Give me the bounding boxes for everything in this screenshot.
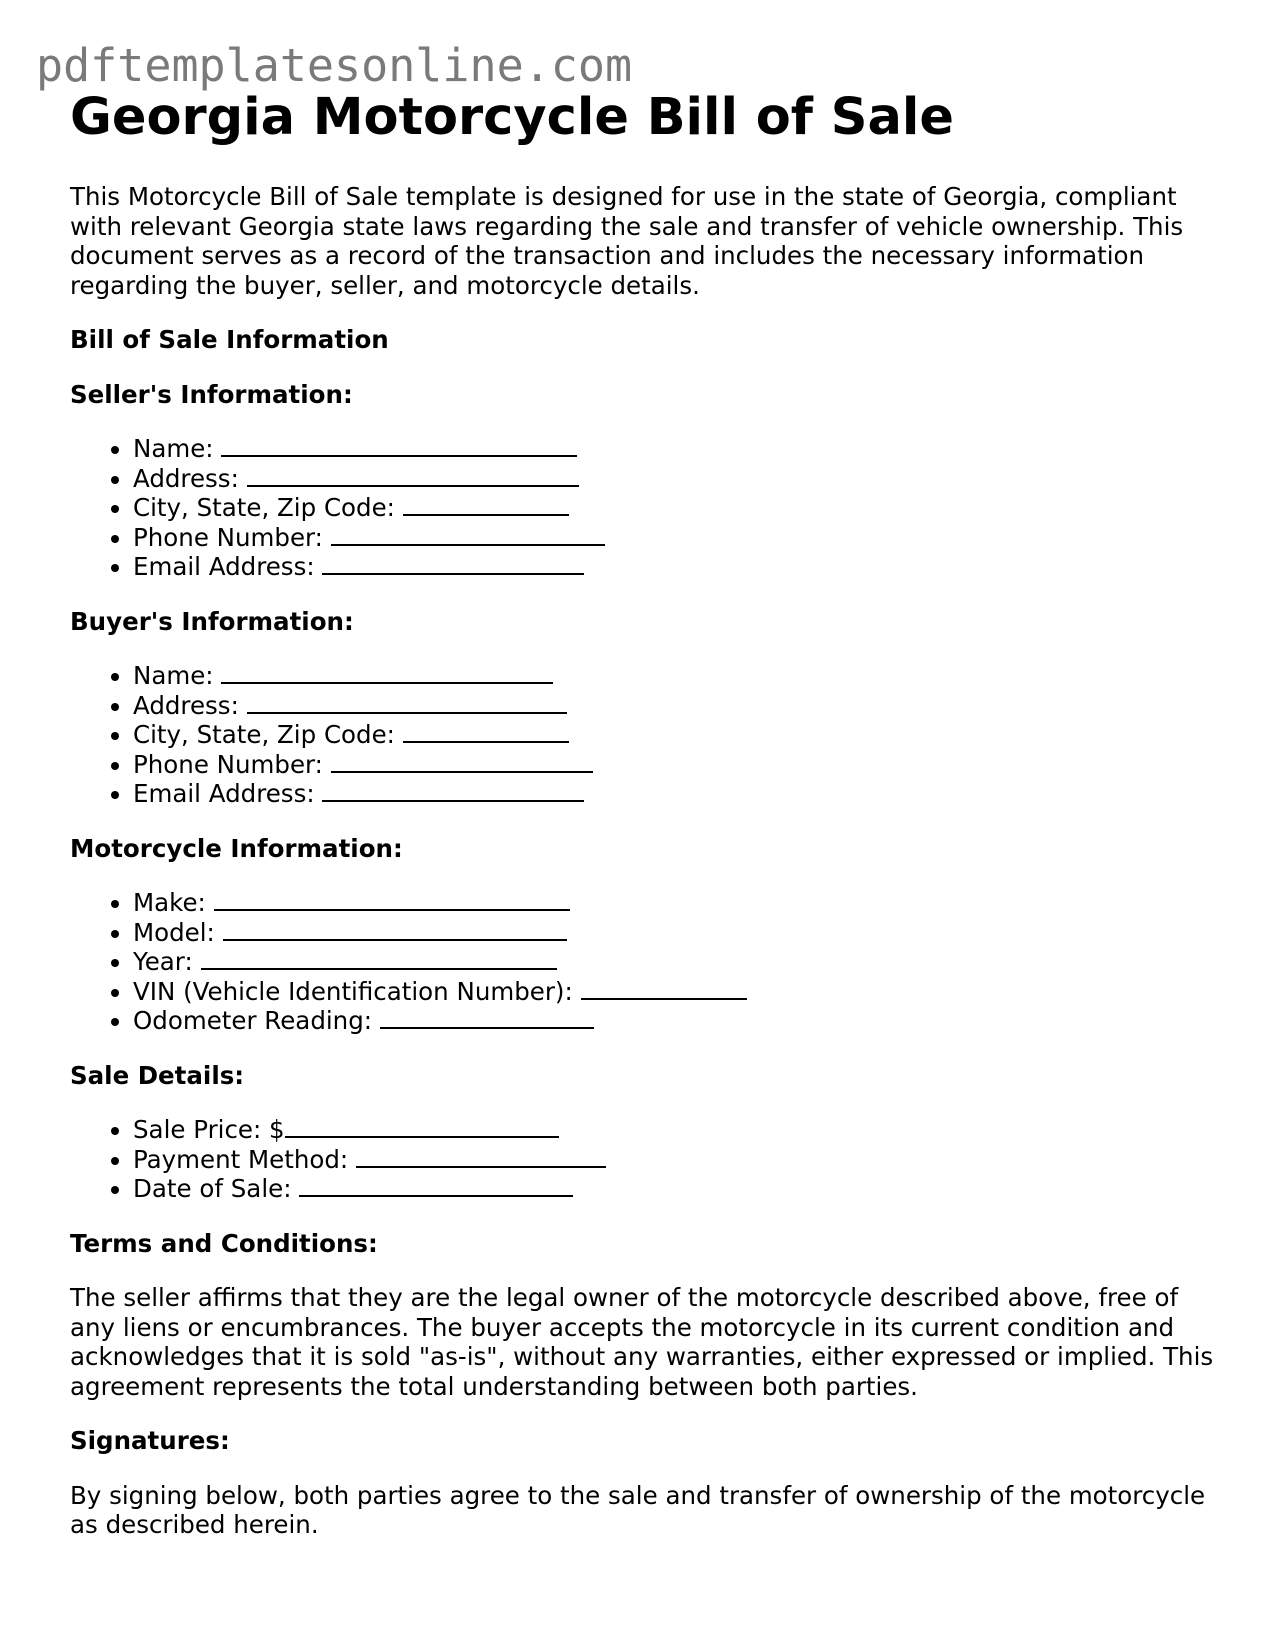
field-label: Address: xyxy=(133,690,239,720)
motorcycle-model-blank[interactable] xyxy=(223,918,567,941)
seller-phone-field xyxy=(133,523,1220,553)
signatures-paragraph: By signing below, both parties agree to the sale and transfer of ownership of the motorcycle as described herein. xyxy=(70,1480,1206,1539)
date-of-sale-blank[interactable] xyxy=(299,1174,573,1197)
field-label: Make: xyxy=(133,888,206,917)
terms-heading: Terms and Conditions: xyxy=(70,1228,378,1258)
watermark: pdftemplatesonline.com xyxy=(36,39,633,92)
field-label: VIN (Vehicle Identification Number): xyxy=(133,976,573,1006)
payment-method-field xyxy=(133,1145,1220,1175)
motorcycle-year-blank[interactable] xyxy=(201,947,557,970)
buyer-city-field xyxy=(133,720,1220,750)
buyer-name-field xyxy=(133,661,1220,691)
field-label: Phone Number: xyxy=(133,749,323,779)
seller-name-field xyxy=(133,434,1220,464)
field-label: Odometer Reading: xyxy=(133,1006,373,1035)
motorcycle-make-field xyxy=(133,888,1220,918)
signatures-heading: Signatures: xyxy=(70,1426,230,1455)
motorcycle-model-field xyxy=(133,918,1220,948)
field-label: Address: xyxy=(133,463,239,493)
sale-price-field xyxy=(133,1115,1220,1145)
buyer-address-blank[interactable] xyxy=(247,691,567,714)
field-label: Payment Method: xyxy=(133,1144,349,1174)
buyer-city-blank[interactable] xyxy=(403,720,569,743)
field-label: City, State, Zip Code: xyxy=(133,493,395,522)
seller-address-field xyxy=(133,464,1220,494)
date-of-sale-field xyxy=(133,1174,1220,1204)
seller-heading: Seller's Information: xyxy=(70,379,353,409)
field-label: Model: xyxy=(133,917,215,947)
field-label: Sale Price: $ xyxy=(133,1115,285,1144)
seller-address-blank[interactable] xyxy=(247,464,579,487)
field-label: Email Address: xyxy=(133,779,315,808)
buyer-address-field xyxy=(133,691,1220,721)
motorcycle-fields xyxy=(70,888,1220,1036)
intro-paragraph: This Motorcycle Bill of Sale template is designed for use in the state of Georgia, compliant with relevant Georgia state laws regarding the sale and transfer of vehicle ownership. This document serves as a record of the transaction and includes the necessary information regarding the buyer, seller, and motorcycle details. xyxy=(70,182,1184,300)
field-label: Name: xyxy=(133,434,214,463)
motorcycle-odometer-blank[interactable] xyxy=(380,1006,594,1029)
buyer-email-blank[interactable] xyxy=(322,779,584,802)
seller-phone-blank[interactable] xyxy=(331,523,605,546)
buyer-phone-blank[interactable] xyxy=(331,750,593,773)
sale-fields xyxy=(70,1115,1220,1204)
motorcycle-vin-blank[interactable] xyxy=(581,977,747,1000)
terms-paragraph: The seller affirms that they are the legal owner of the motorcycle described above, free of any liens or encumbrances. The buyer accepts the motorcycle in its current condition and acknowledges that it is sold "as-is", without any warranties, either expressed or implied. This agreement represents the total understanding between both parties. xyxy=(70,1283,1214,1401)
seller-name-blank[interactable] xyxy=(221,434,577,457)
motorcycle-heading: Motorcycle Information: xyxy=(70,833,403,863)
sale-heading: Sale Details: xyxy=(70,1060,245,1090)
field-label: Date of Sale: xyxy=(133,1174,292,1203)
motorcycle-odometer-field xyxy=(133,1006,1220,1036)
seller-city-blank[interactable] xyxy=(403,493,569,516)
buyer-phone-field xyxy=(133,750,1220,780)
buyer-name-blank[interactable] xyxy=(221,661,553,684)
bill-of-sale-info-heading: Bill of Sale Information xyxy=(70,325,389,354)
buyer-heading: Buyer's Information: xyxy=(70,606,354,636)
field-label: Email Address: xyxy=(133,552,315,581)
field-label: Year: xyxy=(133,947,193,976)
field-label: Phone Number: xyxy=(133,522,323,552)
sale-price-blank[interactable] xyxy=(285,1115,559,1138)
buyer-fields xyxy=(70,661,1220,809)
field-label: City, State, Zip Code: xyxy=(133,720,395,749)
motorcycle-make-blank[interactable] xyxy=(214,888,570,911)
payment-method-blank[interactable] xyxy=(356,1145,606,1168)
motorcycle-year-field xyxy=(133,947,1220,977)
seller-email-blank[interactable] xyxy=(322,552,584,575)
motorcycle-vin-field xyxy=(133,977,1220,1007)
document-body xyxy=(70,86,1220,1565)
seller-city-field xyxy=(133,493,1220,523)
seller-email-field xyxy=(133,552,1220,582)
document-title: Georgia Motorcycle Bill of Sale xyxy=(70,88,954,147)
buyer-email-field xyxy=(133,779,1220,809)
field-label: Name: xyxy=(133,661,214,690)
seller-fields xyxy=(70,434,1220,582)
